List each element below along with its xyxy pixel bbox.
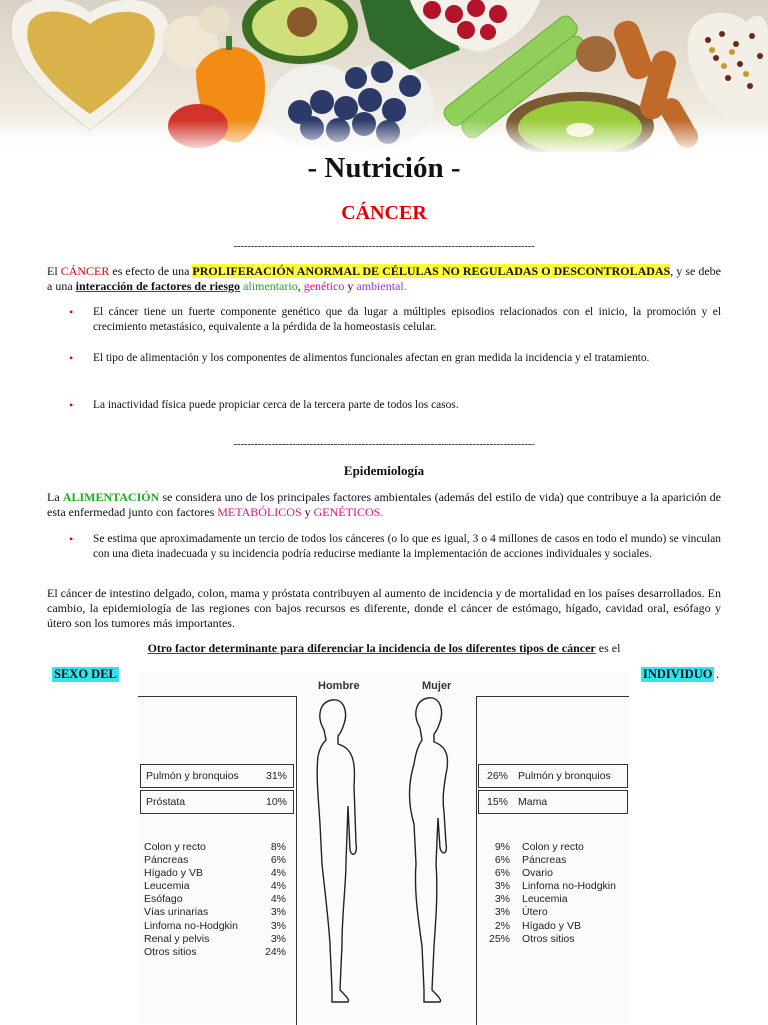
hombre-list-row <box>144 867 286 880</box>
alimentacion-paragraph <box>47 490 721 520</box>
proliferacion-highlight: PROLIFERACIÓN ANORMAL DE CÉLULAS NO REGULADAS O DESCONTROLADAS <box>192 264 671 278</box>
list-item <box>47 305 721 351</box>
intro-text: es efecto de una <box>109 264 193 278</box>
hombre-list-row <box>144 880 286 893</box>
hombre-top-pct: 10% <box>265 796 287 808</box>
divider-top: --------------------------------------------------------------------------------------- <box>233 240 535 252</box>
row-name: Leucemia <box>522 893 568 906</box>
mujer-list <box>482 841 628 946</box>
hombre-list-row <box>144 854 286 867</box>
row-pct: 3% <box>270 919 286 932</box>
row-pct: 4% <box>270 893 286 906</box>
food-banner-image <box>0 0 768 152</box>
otro-factor-rest: es el <box>595 641 621 655</box>
mujer-label: Mujer <box>422 680 452 692</box>
row-name: Otros sitios <box>144 945 197 958</box>
mujer-top-pct: 15% <box>487 796 509 808</box>
list-item <box>47 351 721 398</box>
row-name: Otros sitios <box>522 932 575 945</box>
female-silhouette-icon <box>410 698 448 1002</box>
hombre-list <box>144 841 286 959</box>
row-pct: 4% <box>270 867 286 880</box>
individuo-period: . <box>716 667 720 681</box>
para-text: se considera uno de los principales factores ambientales (además del estilo de vida) que contribuye a la aparición de esta enfermedad junto con factores <box>47 490 722 519</box>
mujer-top-box-2 <box>478 790 628 814</box>
hombre-list-row <box>144 893 286 906</box>
intro-period: . <box>403 279 407 293</box>
mujer-list-row <box>482 906 628 919</box>
row-name: Linfoma no-Hodgkin <box>144 919 238 932</box>
page-subtitle: CÁNCER <box>341 202 427 224</box>
row-pct: 3% <box>270 906 286 919</box>
hombre-top-box-2 <box>140 790 294 814</box>
divider-middle: --------------------------------------------------------------------------------------- <box>233 438 535 450</box>
row-name: Esófago <box>144 893 183 906</box>
bullet-icon: • <box>69 305 74 319</box>
cancer-keyword: CÁNCER <box>60 264 110 278</box>
hombre-label: Hombre <box>318 680 360 692</box>
mujer-list-row <box>482 920 628 933</box>
hombre-top-pct: 31% <box>265 770 287 782</box>
interaccion-factores: interacción de factores de riesgo <box>75 279 241 293</box>
factor-ambiental: ambiental <box>356 279 404 293</box>
factor-genetico: genético <box>303 279 345 293</box>
mujer-list-row <box>482 893 628 906</box>
food-illustration <box>0 0 768 152</box>
list-item-text: Se estima que aproximadamente un tercio de todos los cánceres (o lo que es igual, 3 o 4 millones de casos en todo el mundo) se vinculan con una dieta inadecuada y su incidencia podría reducirse mediante la implementación de acciones individuales y sociales. <box>93 533 721 560</box>
list-item <box>47 532 721 562</box>
hombre-top-name: Próstata <box>146 796 186 808</box>
intro-text: , <box>297 279 304 293</box>
row-pct: 2% <box>494 919 510 932</box>
tumores-paragraph: El cáncer de intestino delgado, colon, mama y próstata contribuyen al aumento de incidencia y de mortalidad en los países desarrollados. En cambio, la epidemiología de las regiones con bajos recursos es diferente, donde el cáncer de estómago, hígado, cavidad oral, esófago y útero son los tumores más importantes. <box>47 586 721 630</box>
row-name: Vías urinarias <box>144 906 209 919</box>
row-pct: 9% <box>494 841 510 853</box>
hombre-list-row <box>144 920 286 933</box>
male-silhouette-icon <box>317 700 356 1002</box>
row-name: Páncreas <box>144 854 189 867</box>
otro-factor-line <box>0 641 768 656</box>
hombre-list-row <box>144 906 286 919</box>
row-name: Colon y recto <box>144 841 206 853</box>
bullet-list-cancer <box>47 305 721 413</box>
hombre-list-row <box>144 841 286 854</box>
row-name: Renal y pelvis <box>144 932 210 945</box>
list-item-text: La inactividad física puede propiciar cerca de la tercera parte de todos los casos. <box>93 399 459 411</box>
individuo-label: INDIVIDUO <box>643 667 713 681</box>
para-period: . <box>380 505 384 519</box>
incidence-by-sex-figure <box>138 672 630 1024</box>
row-name: Hígado y VB <box>522 919 581 932</box>
hombre-list-row <box>144 946 286 959</box>
page-title: - Nutrición - <box>307 152 461 184</box>
bullet-icon: • <box>69 532 74 546</box>
row-pct: 24% <box>264 945 286 958</box>
intro-text: El <box>47 264 61 278</box>
bullet-list-epidemiologia <box>47 532 721 562</box>
hombre-top-name: Pulmón y bronquios <box>146 770 239 782</box>
intro-text: , y se debe a una <box>47 264 721 293</box>
mujer-top-pct: 26% <box>487 770 509 782</box>
mujer-top-box-1 <box>478 764 628 788</box>
row-pct: 6% <box>270 854 286 867</box>
row-pct: 3% <box>494 880 510 893</box>
section-title-epidemiologia: Epidemiología <box>343 463 425 478</box>
list-item-text: El cáncer tiene un fuerte componente genético que da lugar a múltiples episodios relacionados con el inicio, la promoción y el crecimiento metastásico, equivalente a la pérdida de la homeostasis celular. <box>93 306 721 333</box>
mujer-list-row <box>482 880 628 893</box>
row-pct: 3% <box>494 906 510 919</box>
sexo-del-label: SEXO DEL <box>54 667 117 681</box>
row-pct: 3% <box>494 893 510 906</box>
intro-text: y <box>344 279 357 293</box>
alimentacion-keyword: ALIMENTACIÓN <box>62 490 160 504</box>
row-pct: 8% <box>270 841 286 853</box>
bullet-icon: • <box>69 398 74 412</box>
row-name: Leucemia <box>144 880 190 893</box>
para-text: y <box>301 505 314 519</box>
row-name: Útero <box>522 906 548 919</box>
mujer-top-name: Pulmón y bronquios <box>518 770 611 782</box>
mujer-list-row <box>482 854 628 867</box>
mujer-list-row <box>482 867 628 880</box>
bullet-icon: • <box>69 351 74 365</box>
mujer-list-row <box>482 841 628 854</box>
hombre-list-row <box>144 933 286 946</box>
otro-factor-underlined: Otro factor determinante para diferenciar la incidencia de los diferentes tipos de cáncer <box>147 641 596 655</box>
factor-alimentario: alimentario <box>243 279 298 293</box>
row-name: Hígado y VB <box>144 867 203 880</box>
mujer-top-name: Mama <box>518 796 548 808</box>
row-pct: 6% <box>494 854 510 867</box>
list-item-text: El tipo de alimentación y los componentes de alimentos funcionales afectan en gran medida la incidencia y el tratamiento. <box>93 352 650 364</box>
geneticos-keyword: GENÉTICOS <box>313 505 381 519</box>
row-name: Ovario <box>522 867 553 880</box>
para-text: La <box>47 490 63 504</box>
row-pct: 3% <box>270 932 286 945</box>
row-name: Linfoma no-Hodgkin <box>522 880 616 893</box>
row-pct: 6% <box>494 867 510 880</box>
intro-paragraph <box>47 264 721 294</box>
hombre-top-box-1 <box>140 764 294 788</box>
body-silhouettes <box>296 694 476 1024</box>
row-name: Colon y recto <box>522 841 584 853</box>
row-name: Páncreas <box>522 854 567 867</box>
list-item <box>47 398 721 413</box>
row-pct: 4% <box>270 880 286 893</box>
mujer-list-row <box>482 933 628 946</box>
row-pct: 25% <box>488 932 510 945</box>
metabolicos-keyword: METABÓLICOS <box>217 505 302 519</box>
